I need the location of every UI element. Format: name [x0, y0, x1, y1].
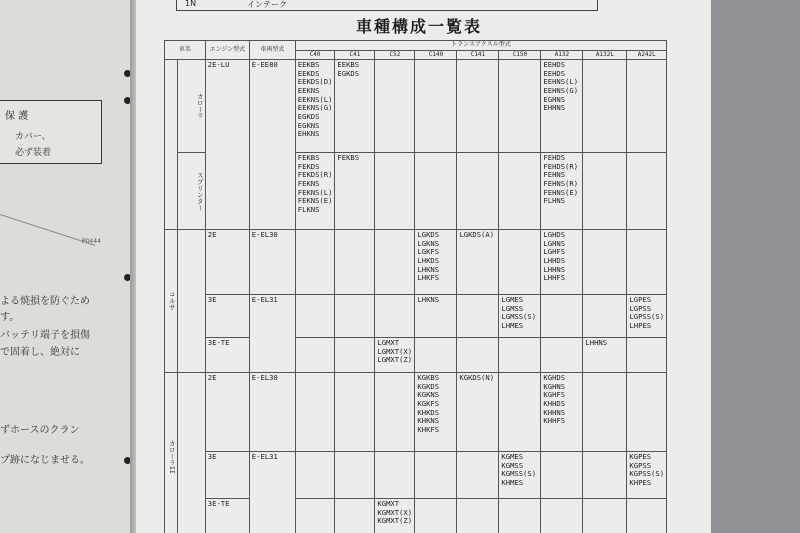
cell-text: FEKNS(E) — [297, 196, 333, 206]
group-spacer — [177, 373, 205, 533]
model-code-cell — [583, 338, 627, 373]
cell-text: EEKNS — [297, 86, 320, 96]
body-text: バッテリ端子を損傷 — [0, 330, 90, 341]
figure-line — [0, 214, 95, 246]
header-vehicle — [249, 41, 295, 60]
cell-text: KGPSS — [629, 460, 652, 470]
model-code-cell — [375, 338, 415, 373]
header-row — [165, 41, 667, 51]
header-col — [415, 50, 457, 60]
cell-text: KGMSS(S) — [501, 469, 537, 479]
model-code-cell — [541, 373, 583, 452]
box-line: 必ず装着 — [15, 148, 52, 158]
cell-text: KHKNS — [417, 416, 440, 426]
cell-text: EGHNS — [543, 94, 566, 104]
cell-text: 2E — [207, 373, 217, 383]
cell-text: LGPSS — [629, 303, 652, 313]
cell-text: C141 — [470, 50, 486, 58]
model-code-cell — [457, 230, 499, 295]
model-code-cell — [583, 230, 627, 295]
cell-text: KGKNS — [417, 390, 440, 400]
cell-text: FEKNS — [297, 179, 320, 189]
model-code-cell — [375, 373, 415, 452]
body-text: す。 — [0, 312, 20, 323]
model-code-cell — [457, 338, 499, 373]
model-code-cell — [295, 230, 335, 295]
cell-text: FEHDS — [543, 153, 566, 163]
table-row — [165, 452, 667, 499]
vehicle-type — [249, 373, 295, 452]
engine-type — [205, 452, 249, 499]
model-code-cell — [583, 295, 627, 338]
cell-text: 2E — [207, 230, 217, 240]
model-code-cell — [375, 60, 415, 153]
cell-text: C140 — [428, 50, 444, 58]
model-code-cell — [415, 230, 457, 295]
cell-text: LHPES — [629, 321, 652, 331]
engine-type — [205, 338, 249, 373]
model-code-cell — [415, 295, 457, 338]
cell-text: LGMXT(X) — [377, 346, 413, 356]
cell-text: LGKDS — [417, 230, 440, 240]
model-code-cell — [457, 153, 499, 230]
cell-text: LGKFS — [417, 247, 440, 257]
cell-text: LHHDS — [543, 256, 566, 266]
model-code-cell — [583, 499, 627, 533]
model-code-cell — [375, 295, 415, 338]
cell-text: FEHNS — [543, 170, 566, 180]
cell-text: E-EL31 — [251, 452, 278, 462]
cell-text: FEKDS(R) — [297, 170, 333, 180]
cell-text: FEHDS(R) — [543, 161, 579, 171]
model-code-cell — [457, 452, 499, 499]
model-code-cell — [499, 499, 541, 533]
cell-text: コルサ — [167, 291, 176, 311]
model-code-cell — [627, 153, 667, 230]
model-table — [164, 40, 667, 533]
model-code-cell — [415, 338, 457, 373]
model-code-cell — [499, 373, 541, 452]
cell-text: カローラ — [195, 93, 204, 120]
model-code-cell — [375, 153, 415, 230]
model-code-cell — [295, 153, 335, 230]
header-col — [335, 50, 375, 60]
cell-text: C52 — [389, 50, 401, 58]
model-code-cell — [375, 499, 415, 533]
cell-text: KGHFS — [543, 390, 566, 400]
cell-text: KGKBS — [417, 373, 440, 383]
table-row — [165, 338, 667, 373]
cell-text: LGMSS — [501, 303, 524, 313]
cell-text: LGMXT(Z) — [377, 355, 413, 365]
cell-text: E-EL30 — [251, 230, 278, 240]
table-row — [165, 373, 667, 452]
model-code-cell — [627, 295, 667, 338]
cell-text: トランスアクスル型式 — [451, 41, 511, 48]
model-code-cell — [541, 499, 583, 533]
group-spacer — [165, 60, 178, 230]
cell-text: E-EL31 — [251, 295, 278, 305]
cell-text: 3E-TE — [207, 499, 230, 509]
cell-text: LGMSS(S) — [501, 312, 537, 322]
model-code-cell — [541, 153, 583, 230]
cell-text: LGPSS(S) — [629, 312, 665, 322]
body-text: よる焼損を防ぐため — [0, 296, 90, 307]
header-col — [295, 50, 335, 60]
cell-text: KGMES — [501, 452, 524, 462]
model-code-cell — [335, 60, 375, 153]
cell-text: EEHDS — [543, 68, 566, 78]
cell-text: LHKNS — [417, 295, 440, 305]
cell-text: EEKNS(G) — [297, 103, 333, 113]
cell-text: C150 — [512, 50, 528, 58]
body-text: プ跡になじませる。 — [0, 455, 90, 466]
cell-text: EHHNS — [543, 103, 566, 113]
cell-text: KGKDS(N) — [459, 373, 495, 383]
top-row-name: インテーク — [247, 0, 287, 9]
cell-text: E-EL30 — [251, 373, 278, 383]
cell-text: LGHDS — [543, 230, 566, 240]
box-line: カバー、 — [15, 132, 51, 142]
model-code-cell — [627, 230, 667, 295]
cell-text: KGHNS — [543, 381, 566, 391]
model-name — [165, 230, 178, 373]
engine-type — [205, 499, 249, 533]
model-name — [177, 60, 205, 153]
cell-text: 車名 — [178, 45, 191, 53]
body-text: ずホースのクラン — [0, 425, 80, 436]
cell-text: EGKDS — [337, 68, 360, 78]
cell-text: KGPES — [629, 452, 652, 462]
figure-code: P0444 — [82, 238, 101, 245]
model-code-cell — [541, 230, 583, 295]
table-row — [165, 295, 667, 338]
model-code-cell — [541, 295, 583, 338]
model-code-cell — [335, 230, 375, 295]
cell-text: KHHNS — [543, 407, 566, 417]
header-col — [375, 50, 415, 60]
header-col — [583, 50, 627, 60]
cell-text: KHKFS — [417, 425, 440, 435]
model-code-cell — [499, 338, 541, 373]
model-code-cell — [499, 295, 541, 338]
cell-text: EEHNS(L) — [543, 77, 579, 87]
cell-text: FLKNS — [297, 205, 320, 215]
model-code-cell — [415, 452, 457, 499]
model-code-cell — [335, 153, 375, 230]
model-code-cell — [583, 60, 627, 153]
model-code-cell — [457, 295, 499, 338]
table-row — [165, 60, 667, 153]
cell-text: KHHFS — [543, 416, 566, 426]
cell-text: KGKFS — [417, 399, 440, 409]
model-code-cell — [499, 230, 541, 295]
cell-text: FEHNS(R) — [543, 179, 579, 189]
engine-type — [205, 230, 249, 295]
cell-text: KGPSS(S) — [629, 469, 665, 479]
vehicle-type — [249, 452, 295, 533]
cell-text: FEHNS(E) — [543, 187, 579, 197]
model-code-cell — [335, 338, 375, 373]
cell-text: LGKNS — [417, 238, 440, 248]
cell-text: LHKDS — [417, 256, 440, 266]
model-code-cell — [375, 230, 415, 295]
cell-text: FEKNS(L) — [297, 187, 333, 197]
cell-text: LHHNS — [543, 264, 566, 274]
table-row — [165, 230, 667, 295]
box-title: 保 護 — [5, 111, 29, 122]
cell-text: LGMXT — [377, 338, 400, 348]
cell-text: A132L — [595, 50, 614, 58]
cell-text: FEKBS — [337, 153, 360, 163]
cell-text: LHHNS — [585, 338, 608, 348]
cell-text: FLHNS — [543, 196, 566, 206]
cell-text: EEKBS — [297, 60, 320, 70]
header-col — [499, 50, 541, 60]
cell-text: LHKFS — [417, 273, 440, 283]
cell-text: KHPES — [629, 478, 652, 488]
cell-text: EEKDS(D) — [297, 77, 333, 87]
cell-text: 3E — [207, 295, 217, 305]
model-code-cell — [415, 153, 457, 230]
cell-text: 車両型式 — [260, 45, 285, 53]
header-engine — [205, 41, 249, 60]
model-code-cell — [583, 153, 627, 230]
cell-text: A242L — [637, 50, 656, 58]
vehicle-type — [249, 60, 295, 230]
cell-text: LHMES — [501, 321, 524, 331]
cell-text: A132 — [554, 50, 570, 58]
cell-text: KHMES — [501, 478, 524, 488]
header-model — [165, 41, 206, 60]
cell-text: EEHNS(G) — [543, 86, 579, 96]
model-code-cell — [627, 452, 667, 499]
model-code-cell — [335, 373, 375, 452]
top-row-code: 1N — [185, 0, 197, 8]
cell-text: KHKDS — [417, 407, 440, 417]
cell-text: C40 — [309, 50, 321, 58]
model-name — [177, 153, 205, 230]
vehicle-type — [249, 230, 295, 295]
group-spacer — [177, 230, 205, 373]
model-code-cell — [627, 60, 667, 153]
cell-text: KGMXT(Z) — [377, 516, 413, 526]
cell-text: KGKDS — [417, 381, 440, 391]
model-code-cell — [295, 499, 335, 533]
cell-text: KHHDS — [543, 399, 566, 409]
cell-text: LGPES — [629, 295, 652, 305]
cell-text: エンジン型式 — [209, 45, 246, 53]
cell-text: KGMXT — [377, 499, 400, 509]
model-code-cell — [457, 499, 499, 533]
engine-type — [205, 295, 249, 338]
model-code-cell — [627, 338, 667, 373]
model-code-cell — [541, 60, 583, 153]
cell-text: E-EE80 — [251, 60, 278, 70]
cell-text: KGMXT(X) — [377, 507, 413, 517]
model-code-cell — [295, 373, 335, 452]
left-page — [0, 0, 135, 533]
model-code-cell — [415, 373, 457, 452]
model-code-cell — [295, 452, 335, 499]
model-code-cell — [457, 60, 499, 153]
right-page — [136, 0, 711, 533]
model-code-cell — [627, 373, 667, 452]
protection-box — [0, 100, 102, 164]
cell-text: 3E — [207, 452, 217, 462]
cell-text: LHKNS — [417, 264, 440, 274]
model-code-cell — [627, 499, 667, 533]
engine-type — [205, 373, 249, 452]
model-code-cell — [295, 338, 335, 373]
header-col — [627, 50, 667, 60]
cell-text: EEKBS — [337, 60, 360, 70]
model-code-cell — [583, 452, 627, 499]
model-code-cell — [541, 338, 583, 373]
model-code-cell — [583, 373, 627, 452]
model-code-cell — [499, 452, 541, 499]
cell-text: KGMSS — [501, 460, 524, 470]
cell-text: EGKDS — [297, 112, 320, 122]
model-code-cell — [295, 295, 335, 338]
cell-text: EHKNS — [297, 129, 320, 139]
model-code-cell — [415, 60, 457, 153]
model-code-cell — [335, 499, 375, 533]
cell-text: LHHFS — [543, 273, 566, 283]
cell-text: LGKDS(A) — [459, 230, 495, 240]
cell-text: FEKBS — [297, 153, 320, 163]
cell-text: LGMES — [501, 295, 524, 305]
model-code-cell — [457, 373, 499, 452]
model-code-cell — [335, 295, 375, 338]
model-code-cell — [415, 499, 457, 533]
header-transaxle — [295, 41, 666, 51]
cell-text: KGHDS — [543, 373, 566, 383]
vehicle-type — [249, 295, 295, 373]
model-code-cell — [541, 452, 583, 499]
cell-text: 3E-TE — [207, 338, 230, 348]
cell-text: EEKNS(L) — [297, 94, 333, 104]
body-text: で固着し、絶対に — [0, 347, 80, 358]
cell-text: LGHFS — [543, 247, 566, 257]
cell-text: C41 — [349, 50, 361, 58]
cell-text: EGKNS — [297, 120, 320, 130]
cell-text: 2E-LU — [207, 60, 230, 70]
model-code-cell — [295, 60, 335, 153]
header-col — [457, 50, 499, 60]
cell-text: FEKDS — [297, 161, 320, 171]
cell-text: カローラII — [167, 440, 176, 475]
model-code-cell — [375, 452, 415, 499]
model-code-cell — [499, 153, 541, 230]
page-title: 車種構成一覧表 — [356, 17, 483, 36]
table-row — [165, 499, 667, 533]
header-col — [541, 50, 583, 60]
engine-type — [205, 60, 249, 230]
model-code-cell — [335, 452, 375, 499]
top-table-row — [176, 0, 598, 11]
cell-text: LGHNS — [543, 238, 566, 248]
cell-text: EEKDS — [297, 68, 320, 78]
cell-text: EEHDS — [543, 60, 566, 70]
model-code-cell — [499, 60, 541, 153]
model-name — [165, 373, 178, 533]
cell-text: スプリンター — [195, 171, 204, 211]
